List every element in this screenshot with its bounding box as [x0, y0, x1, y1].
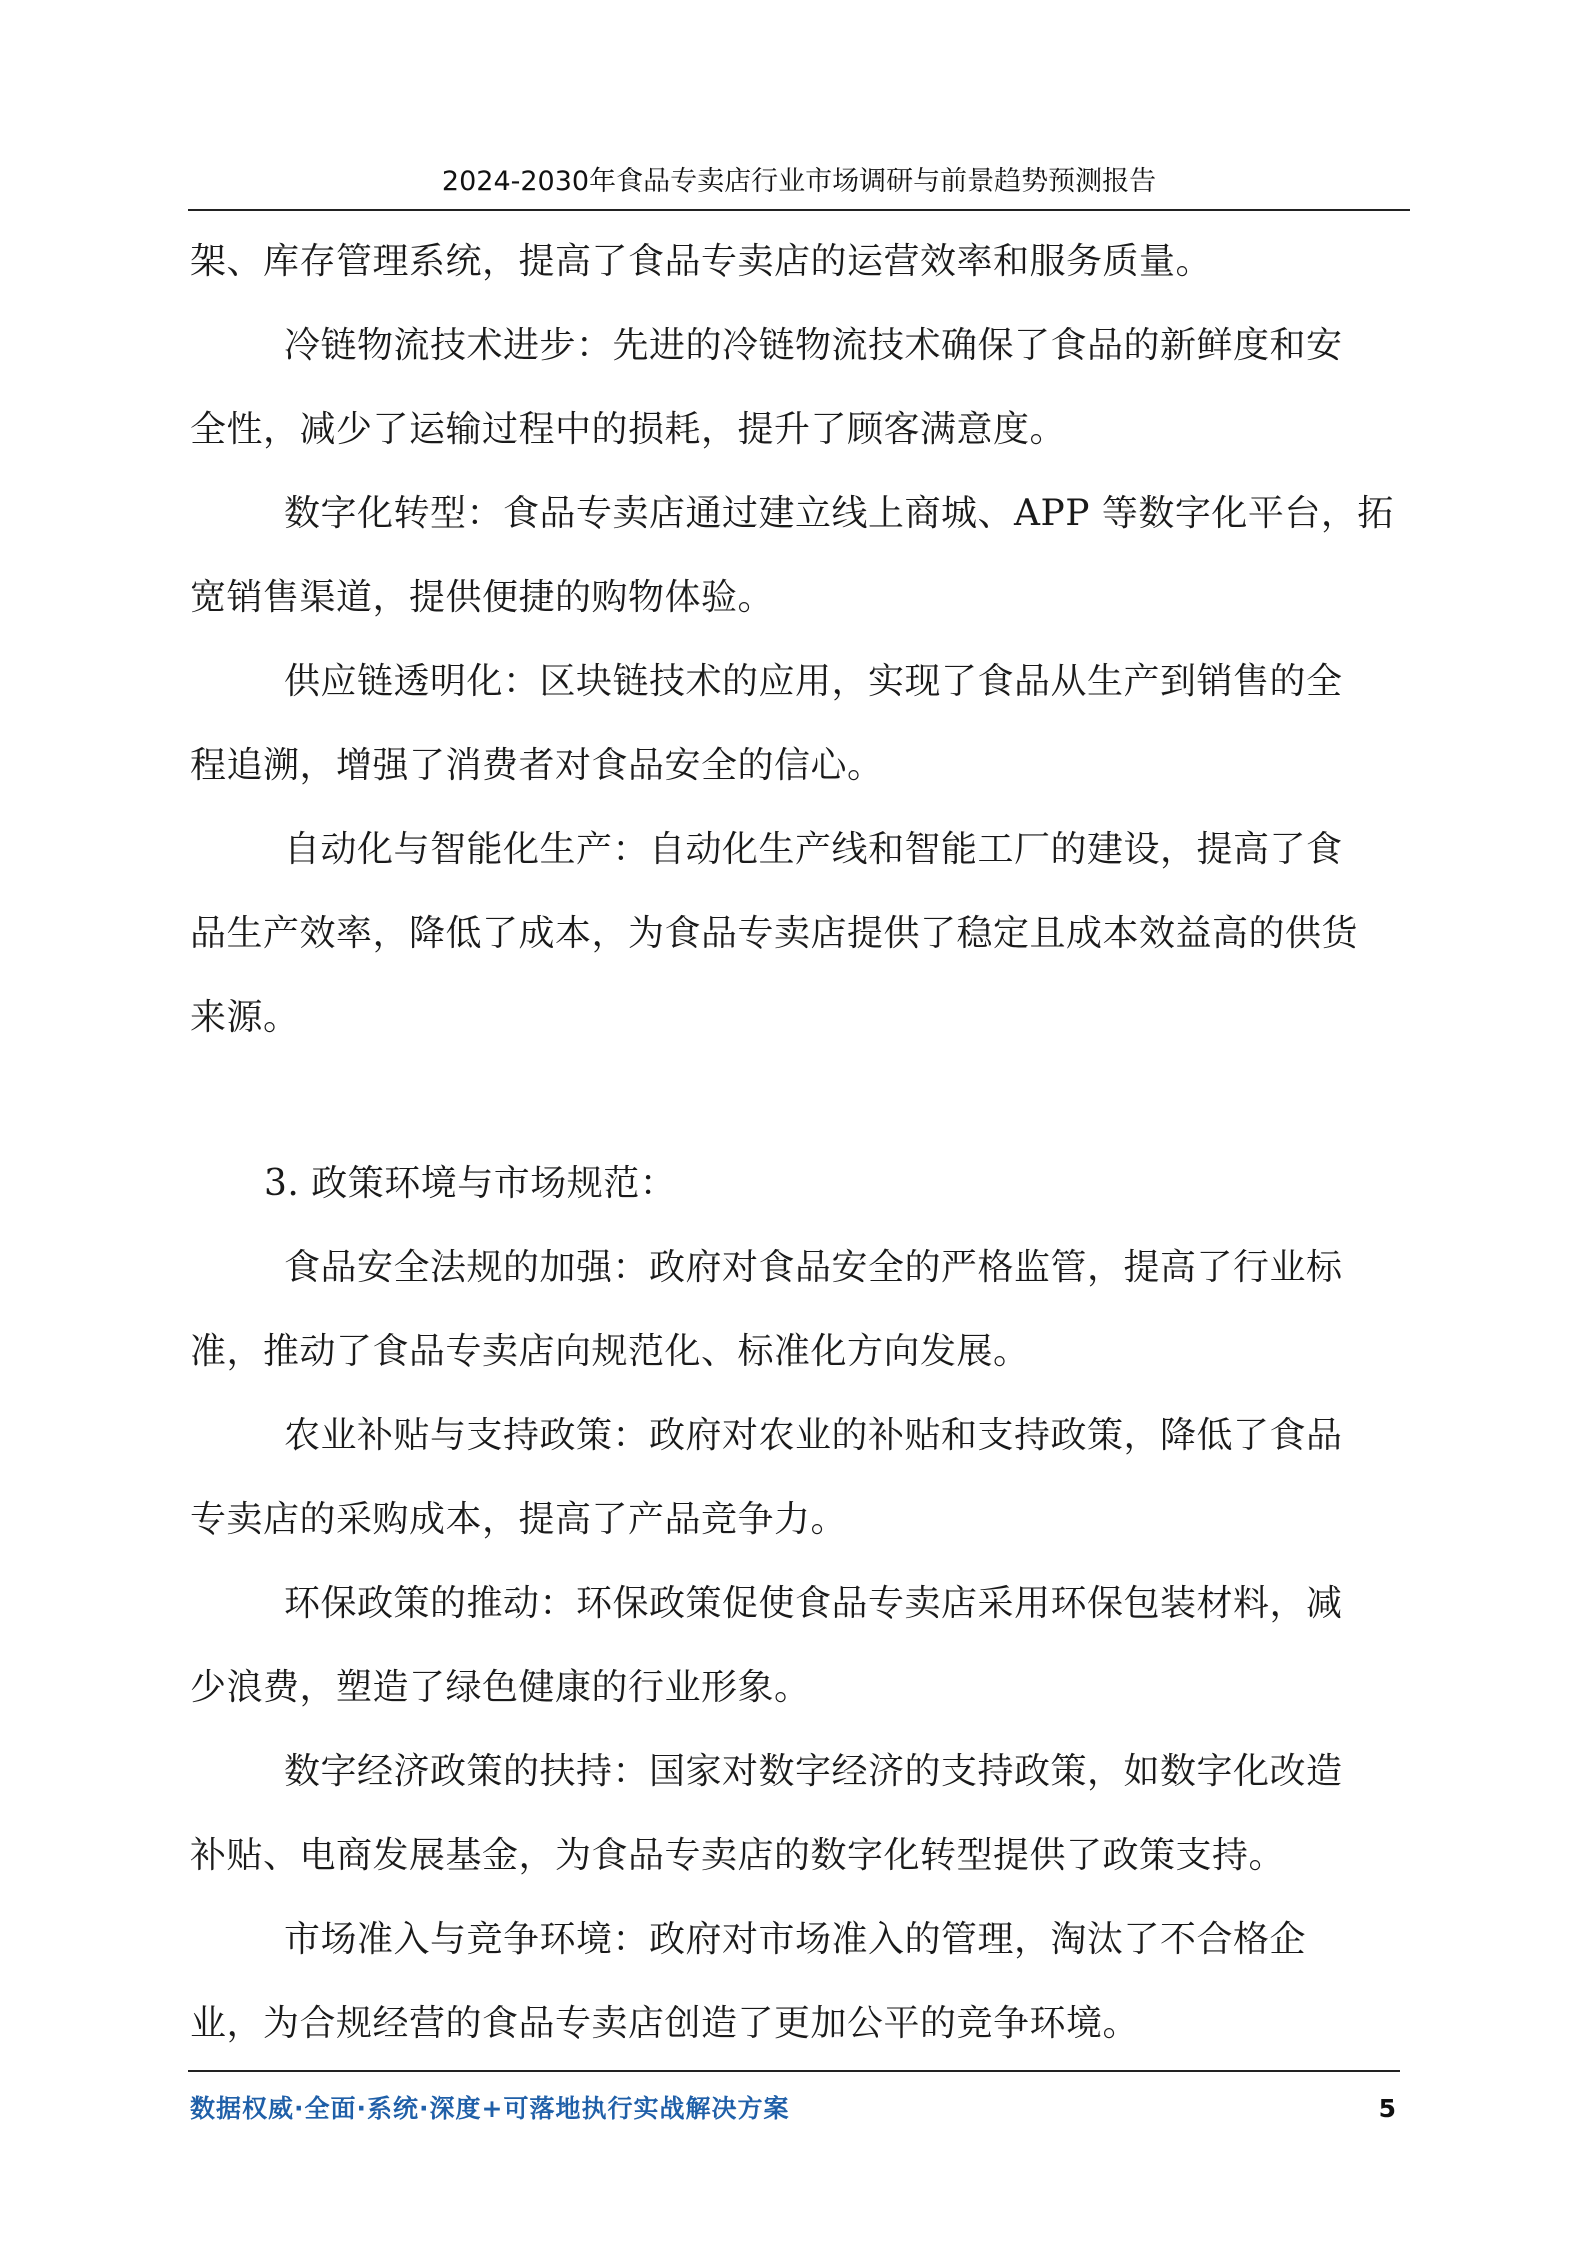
paragraph-line: 补贴、电商发展基金，为食品专卖店的数字化转型提供了政策支持。 [190, 1835, 1286, 1876]
paragraph-spacer [190, 1060, 1405, 1142]
footer-divider [188, 2070, 1400, 2072]
paragraph-line: 供应链透明化：区块链技术的应用，实现了食品从生产到销售的全 [284, 661, 1343, 702]
paragraph-line: 宽销售渠道，提供便捷的购物体验。 [190, 577, 775, 618]
paragraph-line: 程追溯，增强了消费者对食品安全的信心。 [190, 745, 884, 786]
paragraph-line: 架、库存管理系统，提高了食品专卖店的运营效率和服务质量。 [190, 241, 1213, 282]
section-heading: 3. 政策环境与市场规范： [264, 1163, 677, 1204]
paragraph-line: 自动化与智能化生产：自动化生产线和智能工厂的建设，提高了食 [284, 829, 1343, 870]
page-number: 5 [1378, 2094, 1396, 2123]
page-header-title: 2024-2030年食品专卖店行业市场调研与前景趋势预测报告 [441, 166, 1157, 197]
paragraph-line: 环保政策的推动：环保政策促使食品专卖店采用环保包装材料，减 [284, 1583, 1343, 1624]
document-body [190, 220, 1405, 2066]
paragraph-line: 业，为合规经营的食品专卖店创造了更加公平的竞争环境。 [190, 2003, 1140, 2044]
paragraph-line: 数字经济政策的扶持：国家对数字经济的支持政策，如数字化改造 [284, 1751, 1343, 1792]
paragraph-line: 数字化转型：食品专卖店通过建立线上商城、APP 等数字化平台，拓 [284, 493, 1394, 534]
paragraph-line: 品生产效率，降低了成本，为食品专卖店提供了稳定且成本效益高的供货 [190, 913, 1359, 954]
paragraph-line: 专卖店的采购成本，提高了产品竞争力。 [190, 1499, 848, 1540]
header-divider [188, 209, 1410, 211]
paragraph-line: 准，推动了食品专卖店向规范化、标准化方向发展。 [190, 1331, 1030, 1372]
paragraph-line: 市场准入与竞争环境：政府对市场准入的管理，淘汰了不合格企 [284, 1919, 1307, 1960]
paragraph-line: 少浪费，塑造了绿色健康的行业形象。 [190, 1667, 811, 1708]
paragraph-line: 食品安全法规的加强：政府对食品安全的严格监管，提高了行业标 [284, 1247, 1343, 1288]
paragraph-line: 来源。 [190, 997, 300, 1038]
paragraph-line: 农业补贴与支持政策：政府对农业的补贴和支持政策，降低了食品 [284, 1415, 1343, 1456]
paragraph-line: 全性，减少了运输过程中的损耗，提升了顾客满意度。 [190, 409, 1067, 450]
paragraph-line: 冷链物流技术进步：先进的冷链物流技术确保了食品的新鲜度和安 [284, 325, 1343, 366]
footer-slogan: 数据权威·全面·系统·深度+可落地执行实战解决方案 [190, 2094, 790, 2123]
